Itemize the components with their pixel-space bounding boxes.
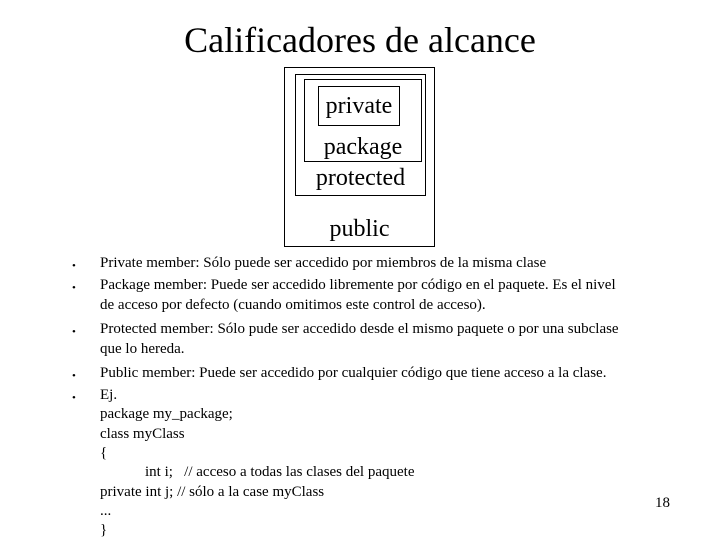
package-label: package xyxy=(323,134,403,160)
bullet-protected-line2: que lo hereda. xyxy=(100,341,185,357)
public-label: public xyxy=(329,216,390,242)
code-line: ... xyxy=(100,503,112,519)
slide-title: Calificadores de alcance xyxy=(184,20,536,60)
code-line: package my_package; xyxy=(100,406,233,422)
protected-label: protected xyxy=(315,165,406,191)
bullet-dot: • xyxy=(72,326,76,338)
bullet-protected-line1: Protected member: Sólo pude ser accedido desde el mismo paquete o por una subclase xyxy=(100,321,619,337)
bullet-dot: • xyxy=(72,282,76,294)
private-label: private xyxy=(325,93,393,119)
bullet-package-line2: de acceso por defecto (cuando omitimos este control de acceso). xyxy=(100,297,486,313)
bullet-example: Ej. xyxy=(100,387,118,403)
code-line: int i; // acceso a todas las clases del paquete xyxy=(145,464,415,480)
page-number: 18 xyxy=(655,495,670,511)
code-line: class myClass xyxy=(100,426,185,442)
bullet-public: Public member: Puede ser accedido por cualquier código que tiene acceso a la clase. xyxy=(100,365,607,381)
code-line: { xyxy=(100,445,108,461)
bullet-package-line1: Package member: Puede ser accedido libremente por código en el paquete. Es el nivel xyxy=(100,277,616,293)
bullet-private: Private member: Sólo puede ser accedido por miembros de la misma clase xyxy=(100,255,547,271)
bullet-dot: • xyxy=(72,370,76,382)
bullet-dot: • xyxy=(72,260,76,272)
bullet-dot: • xyxy=(72,392,76,404)
code-line: private int j; // sólo a la case myClass xyxy=(100,484,325,500)
code-line: } xyxy=(100,522,108,538)
